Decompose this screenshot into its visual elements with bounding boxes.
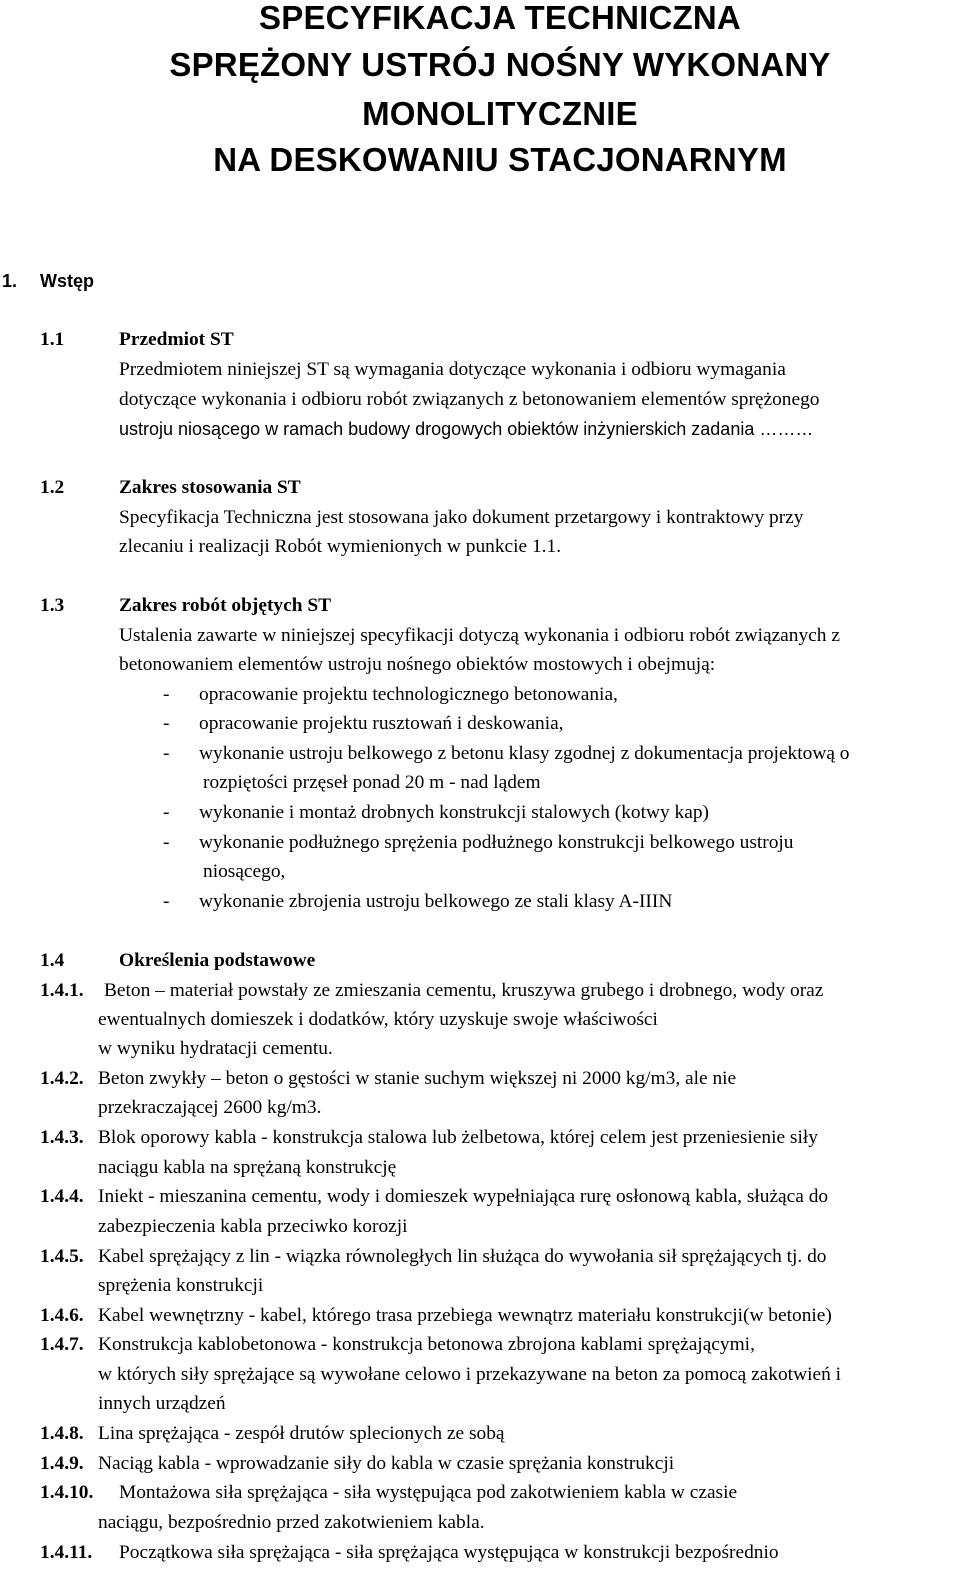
paragraph-line: Przedmiotem niniejszej ST są wymagania dotyczące wykonania i odbioru wymagania: [119, 359, 786, 380]
definition-line: ewentualnych domieszek i dodatków, który uzyskuje swoje właściwości: [98, 1009, 658, 1030]
list-item: wykonanie zbrojenia ustroju belkowego ze stali klasy A-IIIN: [199, 891, 673, 912]
definition-number: 1.4.6.: [40, 1305, 84, 1326]
list-item: opracowanie projektu rusztowań i deskowania,: [199, 713, 564, 734]
section-heading: Przedmiot ST: [119, 329, 234, 350]
definition-line: Początkowa siła sprężająca - siła sprężająca występująca w konstrukcji bezpośrednio: [119, 1542, 779, 1563]
section-number: 1.3: [40, 595, 65, 616]
section-heading: Wstęp: [40, 271, 94, 291]
definition-line: Montażowa siła sprężająca - siła występująca pod zakotwieniem kabla w czasie: [119, 1482, 738, 1503]
definition-line: w których siły sprężające są wywołane celowo i przekazywane na beton za pomocą zakotwień i: [98, 1364, 841, 1385]
definition-line: naciągu kabla na sprężaną konstrukcję: [98, 1157, 397, 1178]
list-item: opracowanie projektu technologicznego betonowania,: [199, 684, 618, 705]
section-heading: Zakres robót objętych ST: [119, 595, 332, 616]
definition-number: 1.4.10.: [40, 1482, 94, 1503]
definition-line: Kabel sprężający z lin - wiązka równoległych lin służąca do wywołania sił sprężających tj. do: [98, 1246, 827, 1267]
definition-line: zabezpieczenia kabla przeciwko korozji: [98, 1216, 408, 1237]
paragraph-line: Ustalenia zawarte w niniejszej specyfikacji dotyczą wykonania i odbioru robót związanych z: [119, 625, 840, 646]
section-heading: Określenia podstawowe: [119, 950, 316, 971]
definition-line: Beton zwykły – beton o gęstości w stanie suchym większej ni 2000 kg/m3, ale nie: [98, 1068, 737, 1089]
list-item: wykonanie i montaż drobnych konstrukcji stalowych (kotwy kap): [199, 802, 709, 823]
definition-line: innych urządzeń: [98, 1393, 226, 1414]
definition-number: 1.4.11.: [40, 1542, 93, 1563]
definition-number: 1.4.4.: [40, 1186, 84, 1207]
paragraph-line: betonowaniem elementów ustroju nośnego obiektów mostowych i obejmują:: [119, 654, 716, 675]
paragraph-line: dotyczące wykonania i odbioru robót związanych z betonowaniem elementów sprężonego: [119, 389, 820, 410]
list-dash: -: [163, 891, 170, 912]
paragraph-line: Specyfikacja Techniczna jest stosowana jako dokument przetargowy i kontraktowy przy: [119, 507, 804, 528]
definition-line: Naciąg kabla - wprowadzanie siły do kabla w czasie sprężania konstrukcji: [98, 1453, 675, 1474]
paragraph-line: zlecaniu i realizacji Robót wymienionych w punkcie 1.1.: [119, 536, 562, 557]
title-line: NA DESKOWANIU STACJONARNYM: [213, 141, 787, 178]
section-number: 1.1: [40, 329, 65, 350]
title-line: MONOLITYCZNIE: [362, 95, 638, 132]
list-item: wykonanie ustroju belkowego z betonu klasy zgodnej z dokumentacja projektową o: [199, 743, 850, 764]
definition-line: Lina sprężająca - zespół drutów splecionych ze sobą: [98, 1423, 505, 1444]
list-dash: -: [163, 832, 170, 853]
definition-line: Blok oporowy kabla - konstrukcja stalowa lub żelbetowa, której celem jest przeniesienie siły: [98, 1127, 818, 1148]
definition-line: Konstrukcja kablobetonowa - konstrukcja betonowa zbrojona kablami sprężającymi,: [98, 1334, 755, 1355]
list-dash: -: [163, 713, 170, 734]
definition-line: w wyniku hydratacji cementu.: [98, 1038, 333, 1059]
list-item-continuation: niosącego,: [203, 861, 286, 882]
section-number: 1.: [2, 271, 18, 291]
list-dash: -: [163, 684, 170, 705]
title-line: SPRĘŻONY USTRÓJ NOŚNY WYKONANY: [169, 46, 831, 83]
definition-number: 1.4.3.: [40, 1127, 84, 1148]
definition-number: 1.4.2.: [40, 1068, 84, 1089]
definition-number: 1.4.5.: [40, 1246, 84, 1267]
definition-line: przekraczającej 2600 kg/m3.: [98, 1097, 322, 1118]
title-line: SPECYFIKACJA TECHNICZNA: [259, 0, 741, 36]
section-heading: Zakres stosowania ST: [119, 477, 301, 498]
definition-line: Iniekt - mieszanina cementu, wody i domieszek wypełniająca rurę osłonową kabla, służąca do: [98, 1186, 829, 1207]
definition-number: 1.4.7.: [40, 1334, 84, 1355]
section-number: 1.4: [40, 950, 65, 971]
definition-line: Beton – materiał powstały ze zmieszania cementu, kruszywa grubego i drobnego, wody oraz: [104, 980, 824, 1001]
list-dash: -: [163, 743, 170, 764]
definition-line: sprężenia konstrukcji: [98, 1275, 264, 1296]
list-item: wykonanie podłużnego sprężenia podłużnego konstrukcji belkowego ustroju: [199, 832, 794, 853]
section-number: 1.2: [40, 477, 65, 498]
list-item-continuation: rozpiętości przęseł ponad 20 m - nad lądem: [203, 772, 541, 793]
definition-line: naciągu, bezpośrednio przed zakotwieniem kabla.: [98, 1512, 485, 1533]
definition-number: 1.4.1.: [40, 980, 84, 1001]
paragraph-line: ustroju niosącego w ramach budowy drogowych obiektów inżynierskich zadania ………: [119, 419, 814, 439]
definition-number: 1.4.8.: [40, 1423, 84, 1444]
definition-line: Kabel wewnętrzny - kabel, którego trasa przebiega wewnątrz materiału konstrukcji(w betonie): [98, 1305, 832, 1326]
list-dash: -: [163, 802, 170, 823]
definition-number: 1.4.9.: [40, 1453, 84, 1474]
